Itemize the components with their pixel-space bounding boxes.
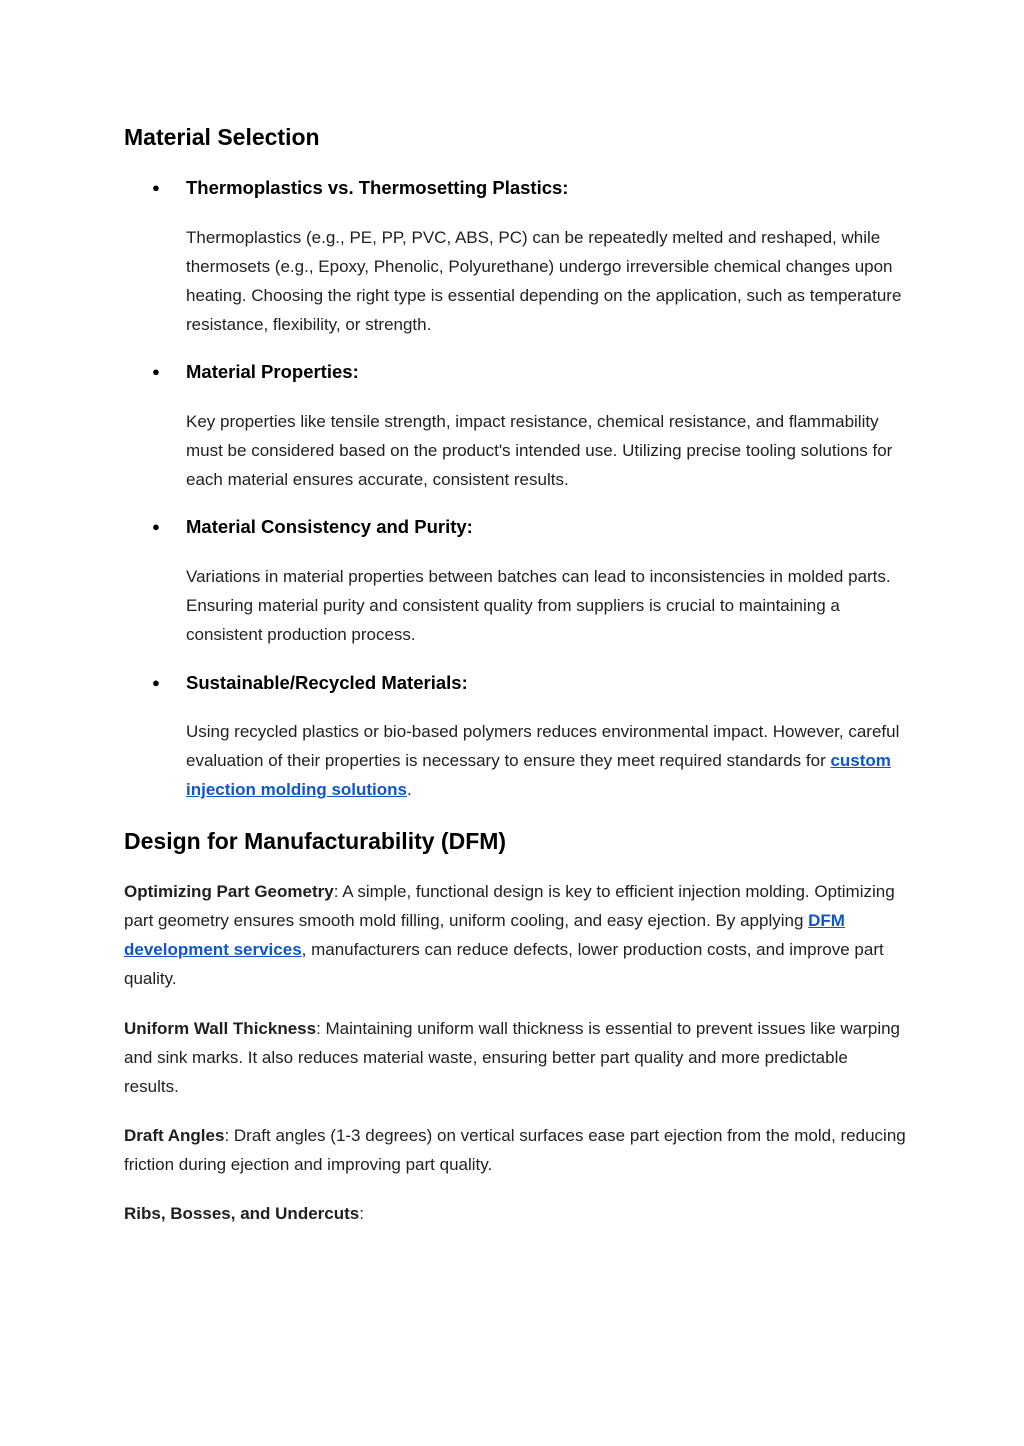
body-text: Using recycled plastics or bio-based polymers reduces environmental impact. However, careful evaluation of their properties is necessary to ensure they meet required standards for (186, 722, 900, 770)
paragraph-text: : Draft angles (1-3 degrees) on vertical surfaces ease part ejection from the mold, reducing friction during ejection and improving part quality. (124, 1126, 906, 1174)
bullet-item-material-consistency (152, 514, 473, 540)
paragraph-title: Uniform Wall Thickness (124, 1019, 317, 1038)
heading-dfm: Design for Manufacturability (DFM) (124, 828, 507, 854)
bullet-body: Key properties like tensile strength, impact resistance, chemical resistance, and flammability must be considered based on the product's intended use. Utilizing precise tooling solutions for each material ensures accurate, consistent results. (186, 412, 893, 489)
heading-material-selection: Material Selection (124, 124, 320, 150)
bullet-item-thermoplastics (152, 175, 568, 201)
bullet-body (186, 717, 906, 804)
bullet-icon: ● (152, 364, 160, 379)
paragraph-text: : (359, 1204, 364, 1223)
bullet-item-sustainable-materials (152, 670, 468, 696)
dfm-paragraph-draft-angles (124, 1121, 906, 1179)
dfm-development-services-link[interactable]: DFM development services (124, 911, 845, 959)
dfm-paragraph-ribs-bosses (124, 1199, 906, 1228)
dfm-paragraph-wall-thickness (124, 1014, 906, 1101)
paragraph-title: Ribs, Bosses, and Undercuts (124, 1204, 360, 1223)
bullet-title: Material Consistency and Purity: (186, 516, 473, 537)
bullet-item-material-properties (152, 359, 359, 385)
dfm-paragraph-part-geometry (124, 877, 906, 993)
bullet-title: Material Properties: (186, 361, 359, 382)
paragraph-title: Draft Angles (124, 1126, 225, 1145)
paragraph-title: Optimizing Part Geometry (124, 882, 334, 901)
body-text: . (407, 780, 412, 799)
bullet-icon: ● (152, 180, 160, 195)
bullet-body: Thermoplastics (e.g., PE, PP, PVC, ABS, PC) can be repeatedly melted and reshaped, while thermosets (e.g., Epoxy, Phenolic, Polyurethane) undergo irreversible chemical changes upon heating. Choosing the right type is essential depending on the application, such as temperature resistance, flexibility, or strength. (186, 228, 902, 334)
bullet-title: Thermoplastics vs. Thermosetting Plastics: (186, 177, 569, 198)
paragraph-text: : Maintaining uniform wall thickness is essential to prevent issues like warping and sink marks. It also reduces material waste, ensuring better part quality and more predictable results. (124, 1019, 901, 1096)
bullet-icon: ● (152, 675, 160, 690)
bullet-icon: ● (152, 519, 160, 534)
custom-injection-molding-link[interactable]: custom injection molding solutions (186, 751, 891, 799)
bullet-title: Sustainable/Recycled Materials: (186, 672, 468, 693)
paragraph-text: , manufacturers can reduce defects, lower production costs, and improve part quality. (124, 940, 884, 988)
paragraph-text: : A simple, functional design is key to efficient injection molding. Optimizing part geometry ensures smooth mold filling, uniform cooling, and easy ejection. By applying (124, 882, 895, 930)
bullet-body: Variations in material properties between batches can lead to inconsistencies in molded parts. Ensuring material purity and consistent quality from suppliers is crucial to maintaining a consistent production process. (186, 567, 891, 644)
